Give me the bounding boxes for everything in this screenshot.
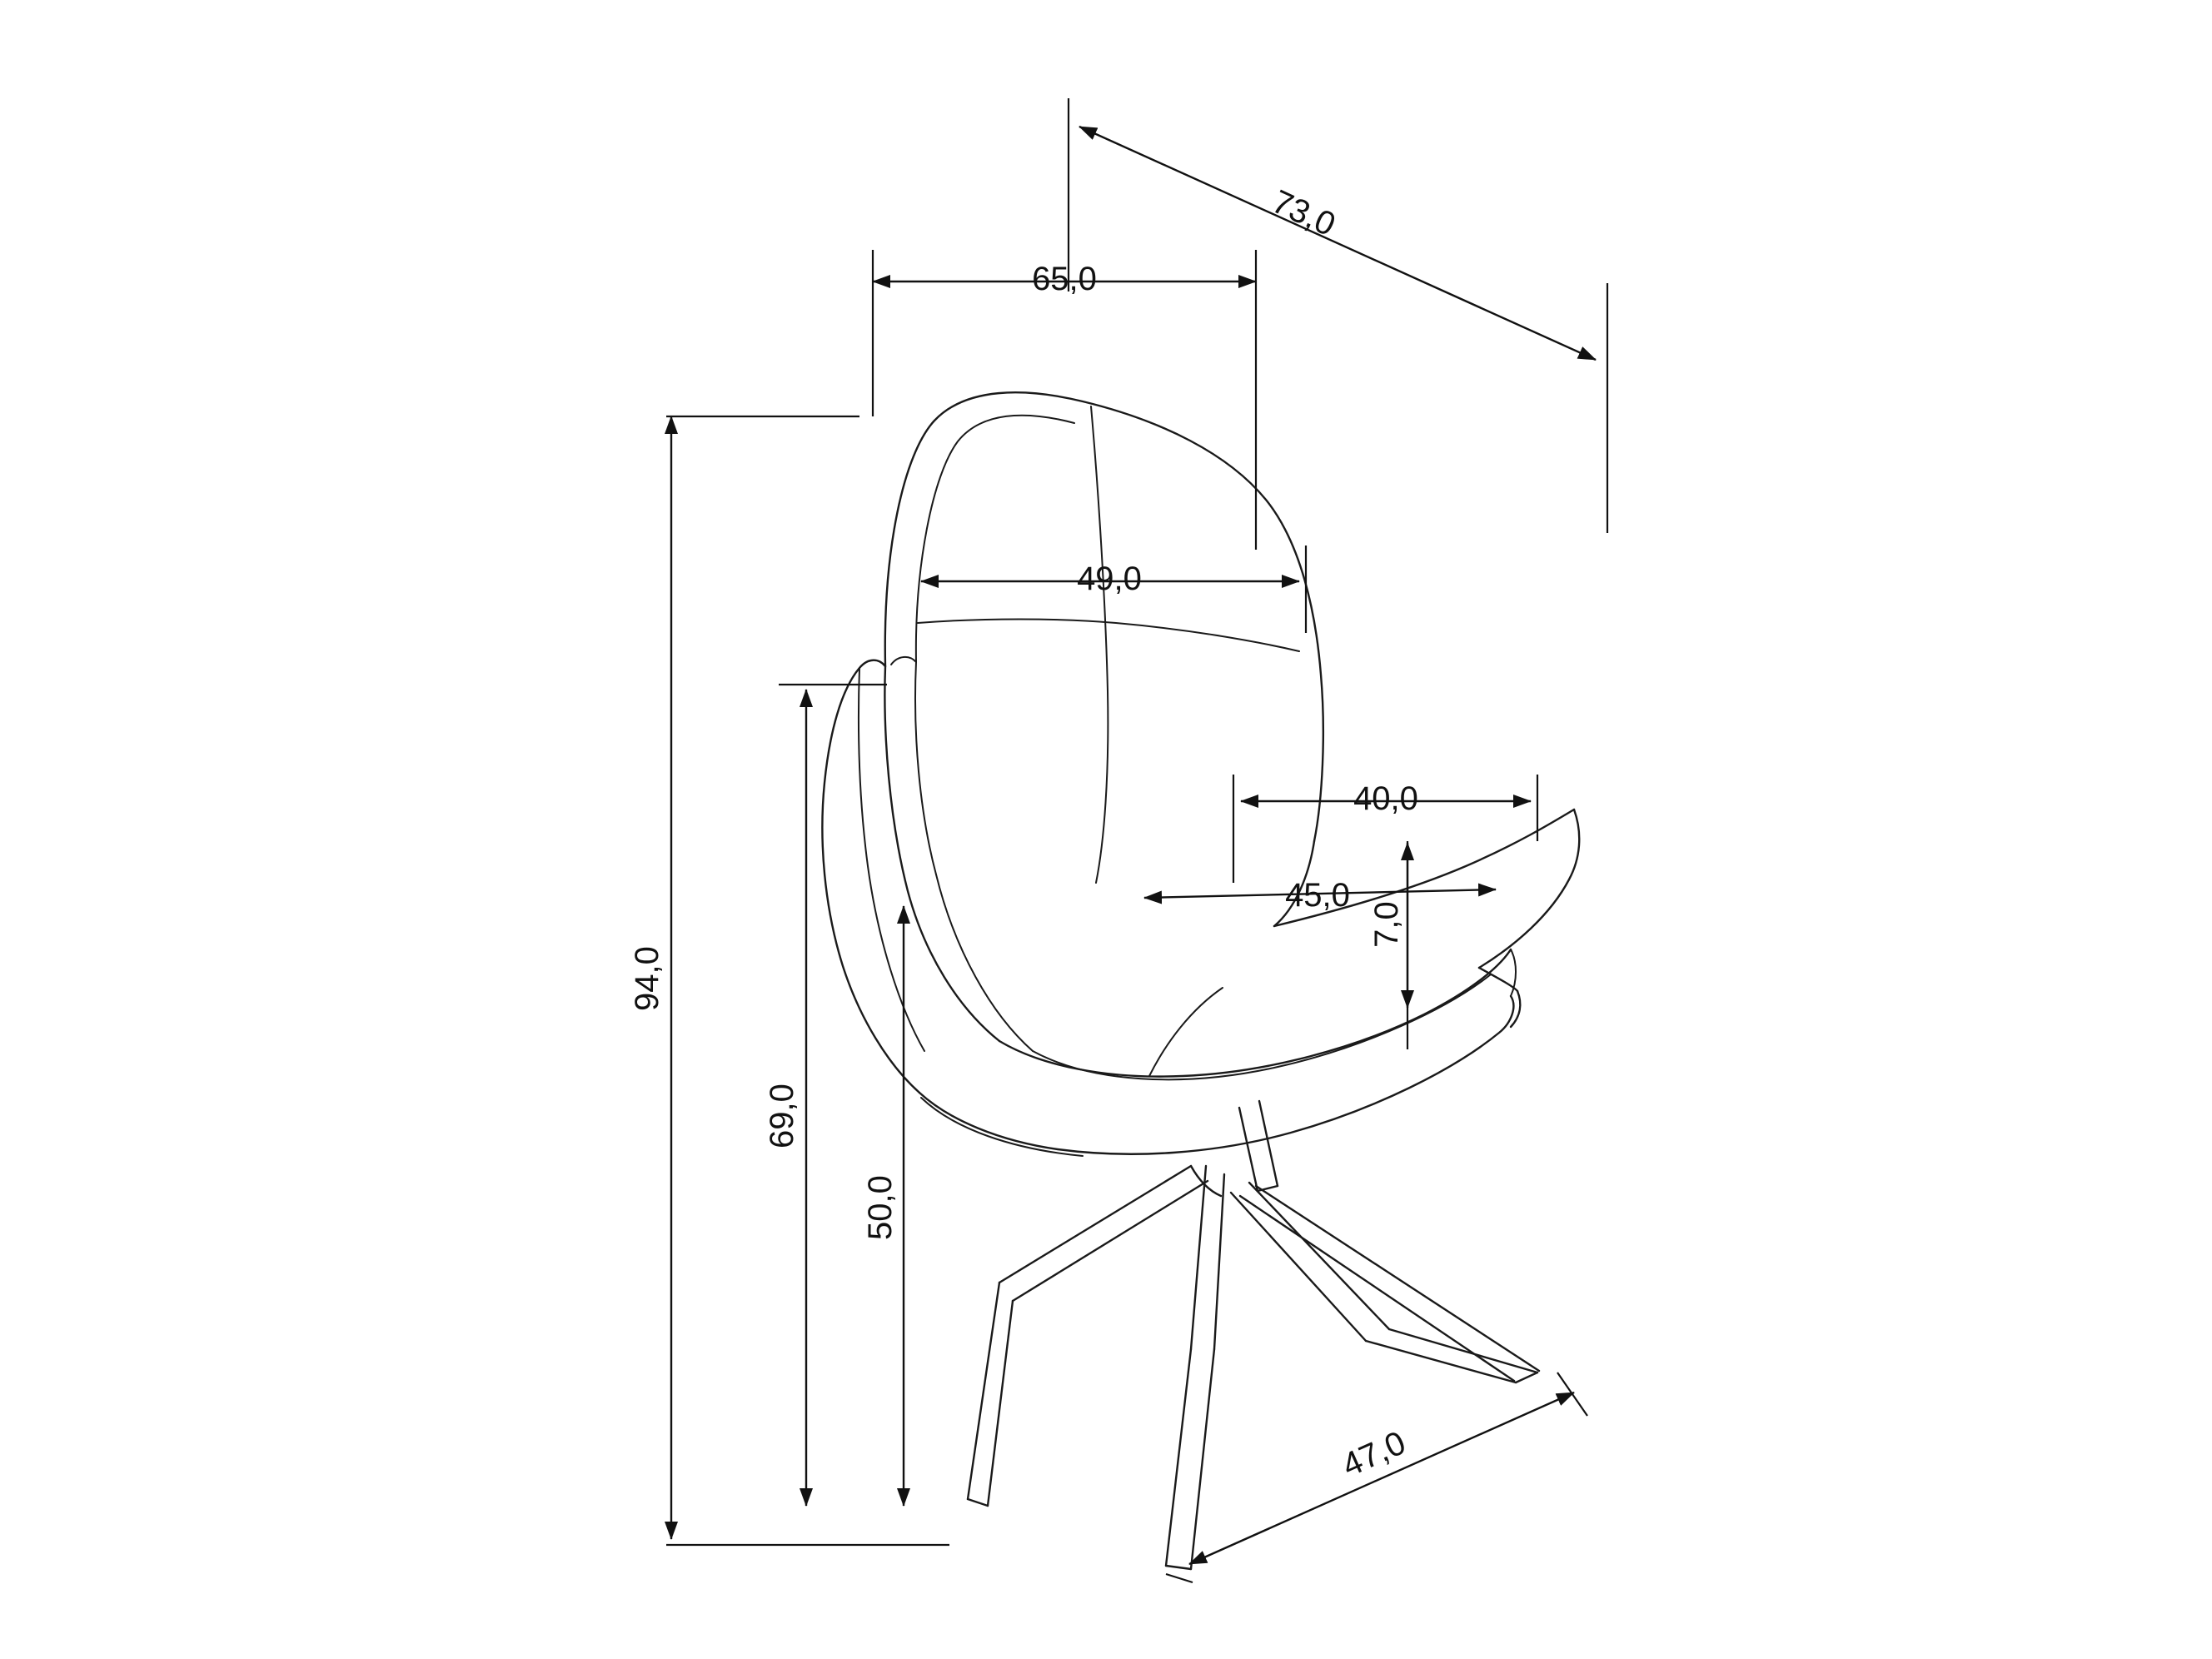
dimension-armrest-height — [764, 685, 887, 1506]
dimension-seat-depth — [1144, 877, 1496, 914]
dimension-depth-overall — [1069, 98, 1607, 533]
dimension-label-depth-overall: 73,0 — [1266, 183, 1341, 244]
dimension-label-width-overall: 65,0 — [1032, 261, 1097, 297]
dimension-height-overall — [629, 416, 949, 1545]
dimension-label-backrest-width: 49,0 — [1077, 560, 1142, 597]
dimension-label-seat-cushion-thickness: 7,0 — [1368, 901, 1405, 948]
chair-illustration — [822, 392, 1579, 1569]
dimension-label-seat-height: 50,0 — [862, 1175, 899, 1240]
dimension-base-depth — [1166, 1373, 1587, 1582]
dimension-armrest-depth — [1233, 775, 1537, 883]
dimension-label-armrest-depth: 40,0 — [1353, 780, 1418, 817]
dimension-label-seat-depth: 45,0 — [1285, 877, 1350, 914]
dimension-width-overall — [873, 250, 1256, 550]
dimension-label-height-overall: 94,0 — [629, 946, 665, 1011]
dimension-seat-height — [862, 906, 904, 1506]
dimension-label-armrest-height: 69,0 — [764, 1084, 800, 1148]
dimension-seat-cushion-thickness — [1368, 841, 1407, 1049]
dimension-label-base-depth: 47,0 — [1337, 1424, 1412, 1485]
